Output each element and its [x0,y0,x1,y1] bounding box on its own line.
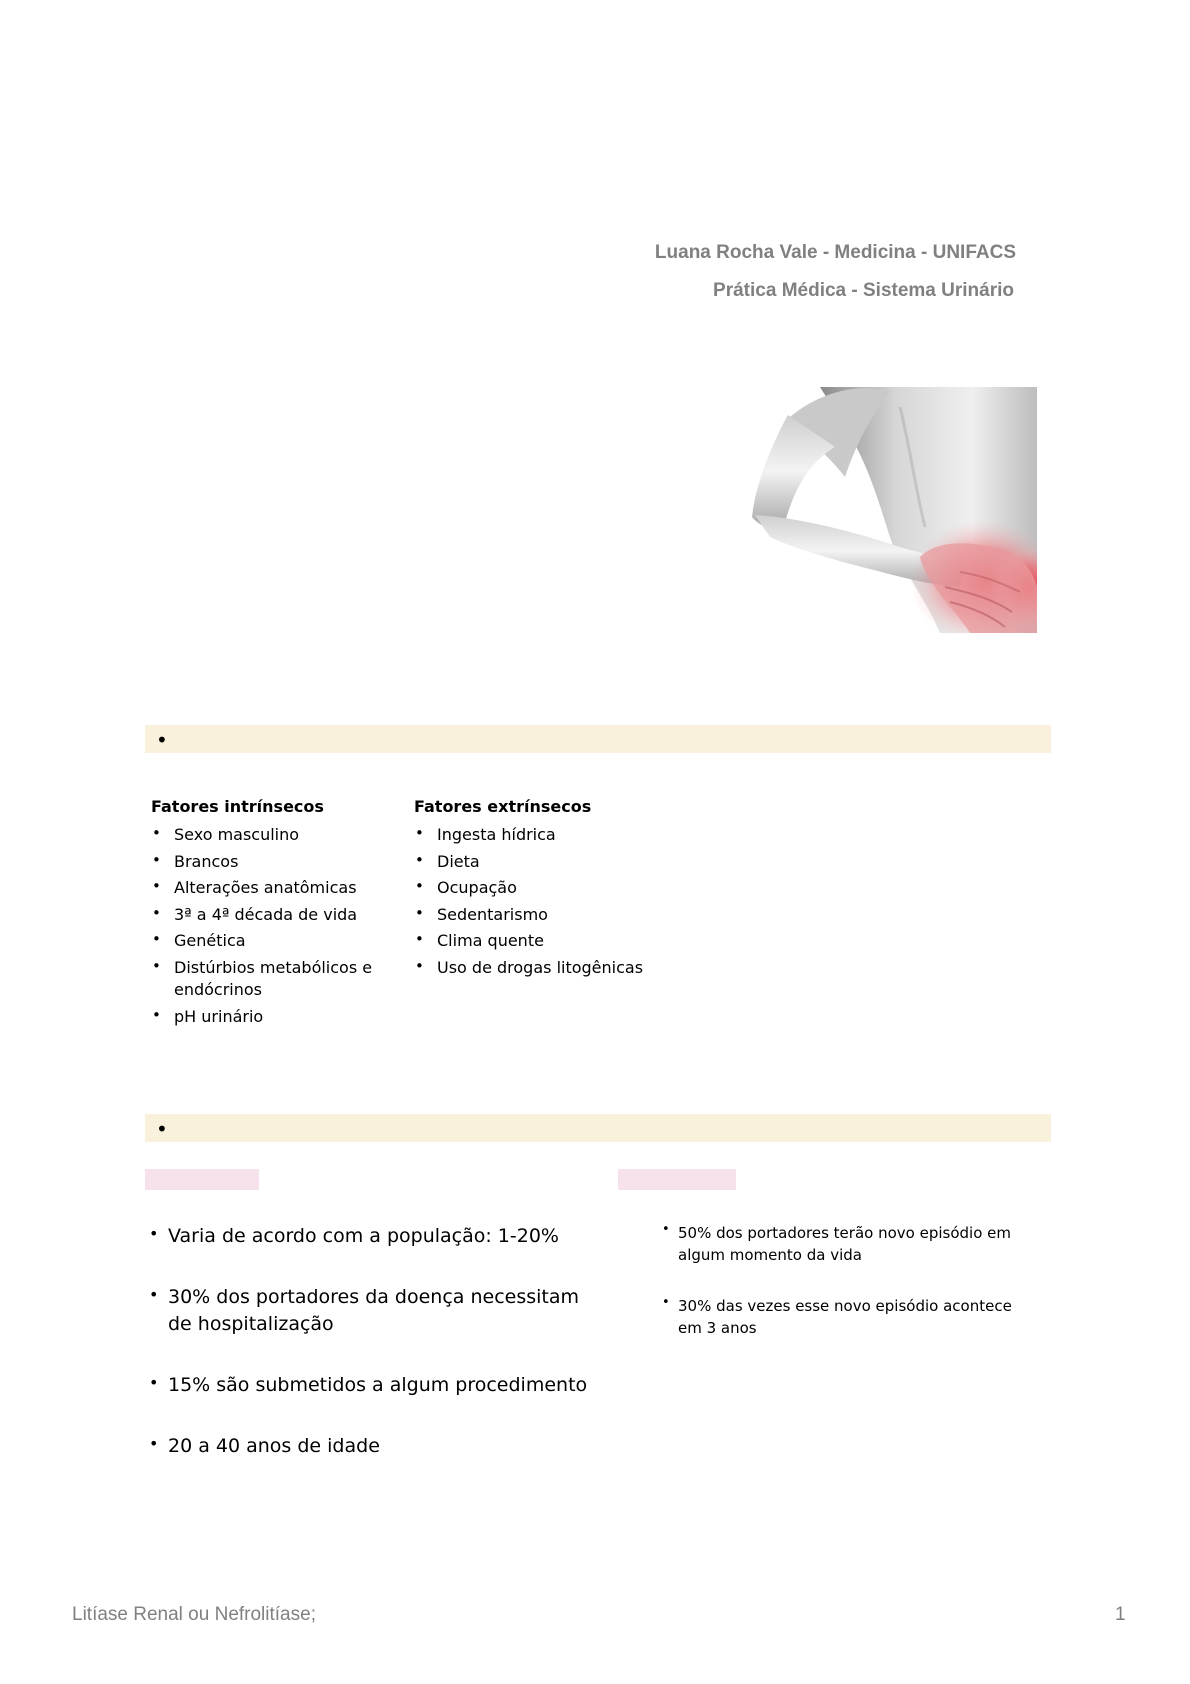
recurrence-right [660,1222,1020,1368]
epidemiology-item: • 20 a 40 anos de idade [146,1433,606,1460]
epidemiology-left [146,1223,606,1494]
epidemiology-item: • Varia de acordo com a população: 1-20% [146,1223,606,1250]
extrinsic-item: • Sedentarismo [414,904,684,926]
extrinsic-item: • Clima quente [414,930,684,952]
intrinsic-item: • Sexo masculino [151,824,391,846]
intrinsic-item: • Genética [151,930,391,952]
intrinsic-item: • Alterações anatômicas [151,877,391,899]
author-line: Luana Rocha Vale - Medicina - UNIFACS [654,242,1016,263]
epidemiology-item: • 15% são submetidos a algum procedimento [146,1372,606,1399]
extrinsic-item: • Ingesta hídrica [414,824,684,846]
extrinsic-factors [414,797,684,984]
recurrence-item: • 50% dos portadores terão novo episódio em algum momento da vida [660,1222,1020,1266]
pink-tab-right [618,1169,736,1190]
intrinsic-item: • Brancos [151,851,391,873]
pink-tab-left [145,1169,259,1190]
intrinsic-item: • 3ª a 4ª década de vida [151,904,391,926]
section-banner-risk-factors [145,725,1051,753]
intrinsic-item: • Distúrbios metabólicos e endócrinos [151,957,391,1001]
back-pain-image [750,387,1037,633]
section-banner-epidemiology [145,1114,1051,1142]
recurrence-item: • 30% das vezes esse novo episódio acontece em 3 anos [660,1295,1020,1339]
intrinsic-title: Fatores intrínsecos [151,797,324,816]
banner-bullet: • [156,1117,168,1141]
banner-bullet: • [156,728,168,752]
footer-title: Litíase Renal ou Nefrolitíase; [72,1604,316,1625]
extrinsic-item: • Dieta [414,851,684,873]
extrinsic-item: • Ocupação [414,877,684,899]
extrinsic-title: Fatores extrínsecos [414,797,592,816]
intrinsic-item: • pH urinário [151,1006,391,1028]
intrinsic-factors [151,797,391,1032]
course-line: Prática Médica - Sistema Urinário [713,280,1014,301]
extrinsic-item: • Uso de drogas litogênicas [414,957,684,979]
page-number: 1 [1115,1604,1126,1625]
epidemiology-item: • 30% dos portadores da doença necessitam de hospitalização [146,1284,606,1338]
